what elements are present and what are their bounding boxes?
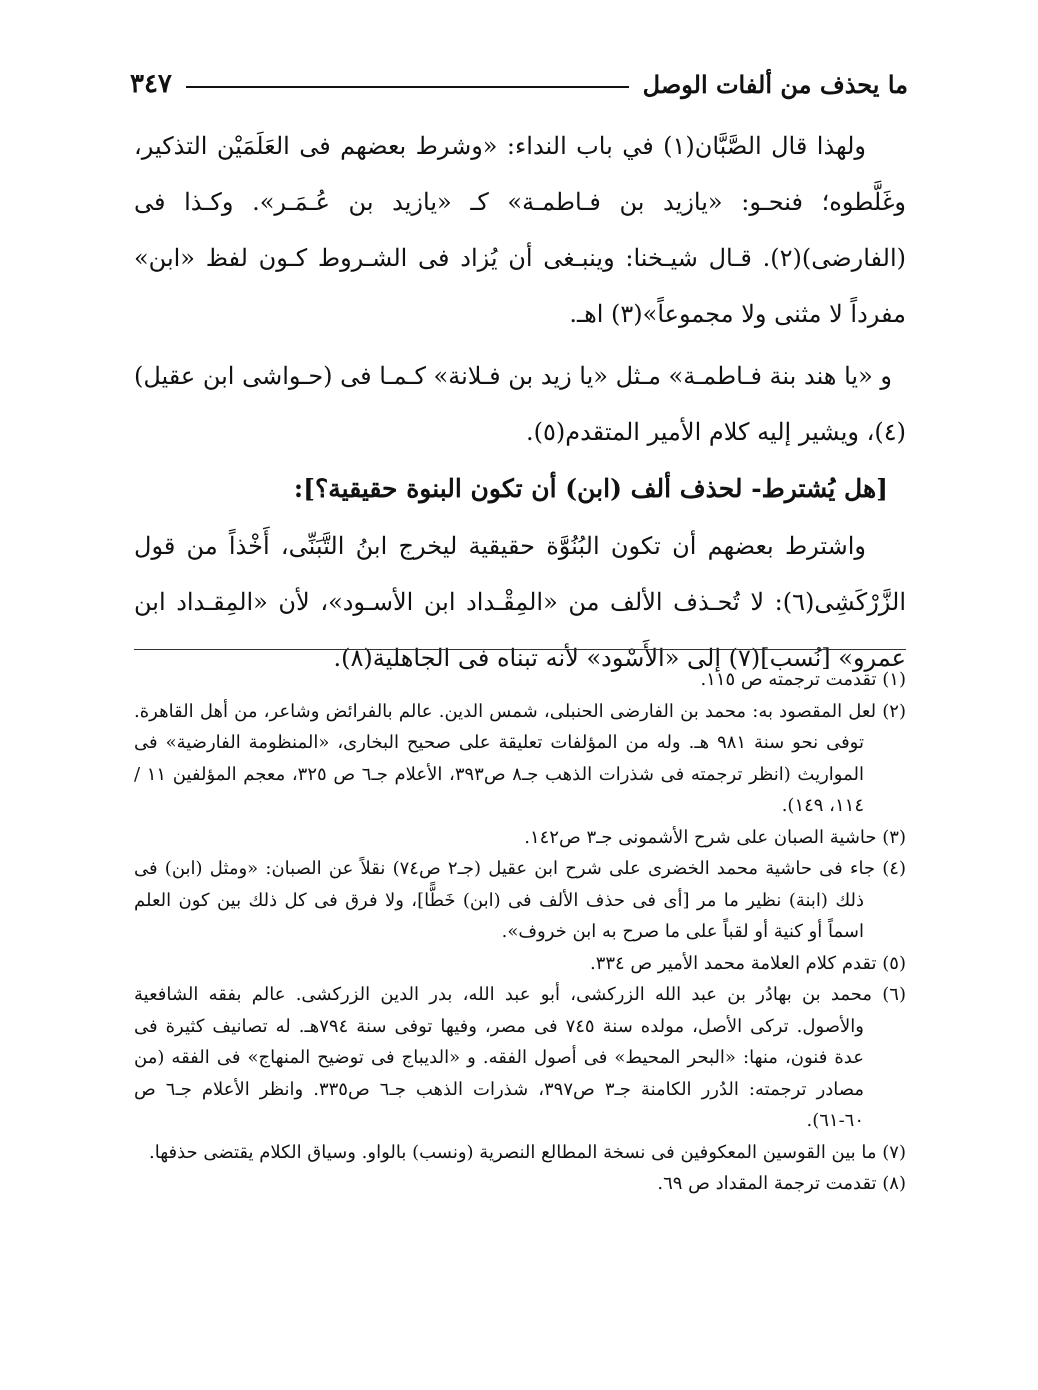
- paragraph-1: ولهذا قال الصَّبَّان(١) في باب النداء: «وشرط بعضهم فى العَلَمَيْن التذكير، وغَلَّطوه؛ فنحـو: «يازيد بن فـاطمـة» كـ «يازيد بن عُـمَـر». وكـذا فى (الفارضى)(٢). قـال شيـخنا: وينبـغى أن يُزاد فى الشـروط كـون لفظ «ابن» مفرداً لا مثنى ولا مجموعاً»(٣) اهـ.: [134, 132, 906, 328]
- paragraph-3: واشترط بعضهم أن تكون البُنُوَّة حقيقية ليخرج ابنُ التَّبَنِّى، أَخْذاً من قول الزَّرْكَشِى(٦): لا تُحـذف الألف من «المِقْـداد ابن الأسـود»، لأن «المِقـداد ابن عمرو» [نُسب](٧) إلى «الأَسْود» لأنه تبناه فى الجاهلية(٨).: [134, 532, 906, 672]
- main-text: [134, 118, 906, 686]
- footnote-2: (٢) لعل المقصود به: محمد بن الفارضى الحنبلى، شمس الدين. عالم بالفرائض وشاعر، من أهل القاهرة. توفى نحو سنة ٩٨١ هـ. وله من المؤلفات تعليقة على صحيح البخارى، «المنظومة الفارضية» فى المواريث (انظر ترجمته فى شذرات الذهب جـ٨ ص٣٩٣، الأعلام جـ٦ ص ٣٢٥، معجم المؤلفين ١١ / ١١٤، ١٤٩).: [134, 700, 906, 816]
- footnote-5: (٥) تقدم كلام العلامة محمد الأمير ص ٣٣٤.: [589, 952, 906, 974]
- footnote-6: (٦) محمد بن بهادُر بن عبد الله الزركشى، أبو عبد الله، بدر الدين الزركشى. عالم بفقه الشافعية والأصول. تركى الأصل، مولده سنة ٧٤٥ فى مصر، وفيها توفى سنة ٧٩٤هـ. له تصانيف كثيرة فى عدة فنون، منها: «البحر المحيط» فى أصول الفقه. و «الديباج فى توضيح المنهاج» فى الفقه (من مصادر ترجمته: الدُرر الكامنة جـ٣ ص٣٩٧، شذرات الذهب جـ٦ ص٣٣٥. وانظر الأعلام جـ٦ ص ٦٠-٦١).: [134, 984, 906, 1131]
- running-title: ما يحذف من ألفات الوصل: [642, 69, 908, 99]
- footnote-3: (٣) حاشية الصبان على شرح الأشمونى جـ٣ ص١٤٢.: [524, 826, 906, 848]
- footnote-1: (١) تقدمت ترجمته ص ١١٥.: [700, 669, 906, 690]
- footnote-separator: [134, 649, 906, 650]
- footnote-4: (٤) جاء فى حاشية محمد الخضرى على شرح ابن عقيل (جـ٢ ص٧٤) نقلاً عن الصبان: «ومثل (ابن) فى ذلك (ابنة) نظير ما مر [أى فى حذف الألف فى (ابن) خَطًّا]، ولا فرق فى كل ذلك بين كون العلم اسماً أو كنية أو لقباً على ما صرح به ابن خروف».: [134, 858, 906, 942]
- footnote-8: (٨) تقدمت ترجمة المقداد ص ٦٩.: [657, 1173, 906, 1194]
- footnote-7: (٧) ما بين القوسين المعكوفين فى نسخة المطالع النصرية (ونسب) بالواو. وسياق الكلام يقتضى حذفها.: [148, 1141, 906, 1163]
- header-rule: [186, 86, 629, 88]
- page-number: ٣٤٧: [130, 69, 172, 99]
- section-heading: [هل يُشترط- لحذف ألف (ابن) أن تكون البنوة حقيقية؟]:: [293, 474, 888, 503]
- running-header: [130, 64, 908, 104]
- footnotes: [134, 664, 906, 1200]
- paragraph-2: و «يا هند بنة فـاطمـة» مـثل «يا زيد بن فـلانة» كـمـا فى (حـواشى ابن عقيل)(٤)، ويشير إليه كلام الأمير المتقدم(٥).: [133, 362, 906, 446]
